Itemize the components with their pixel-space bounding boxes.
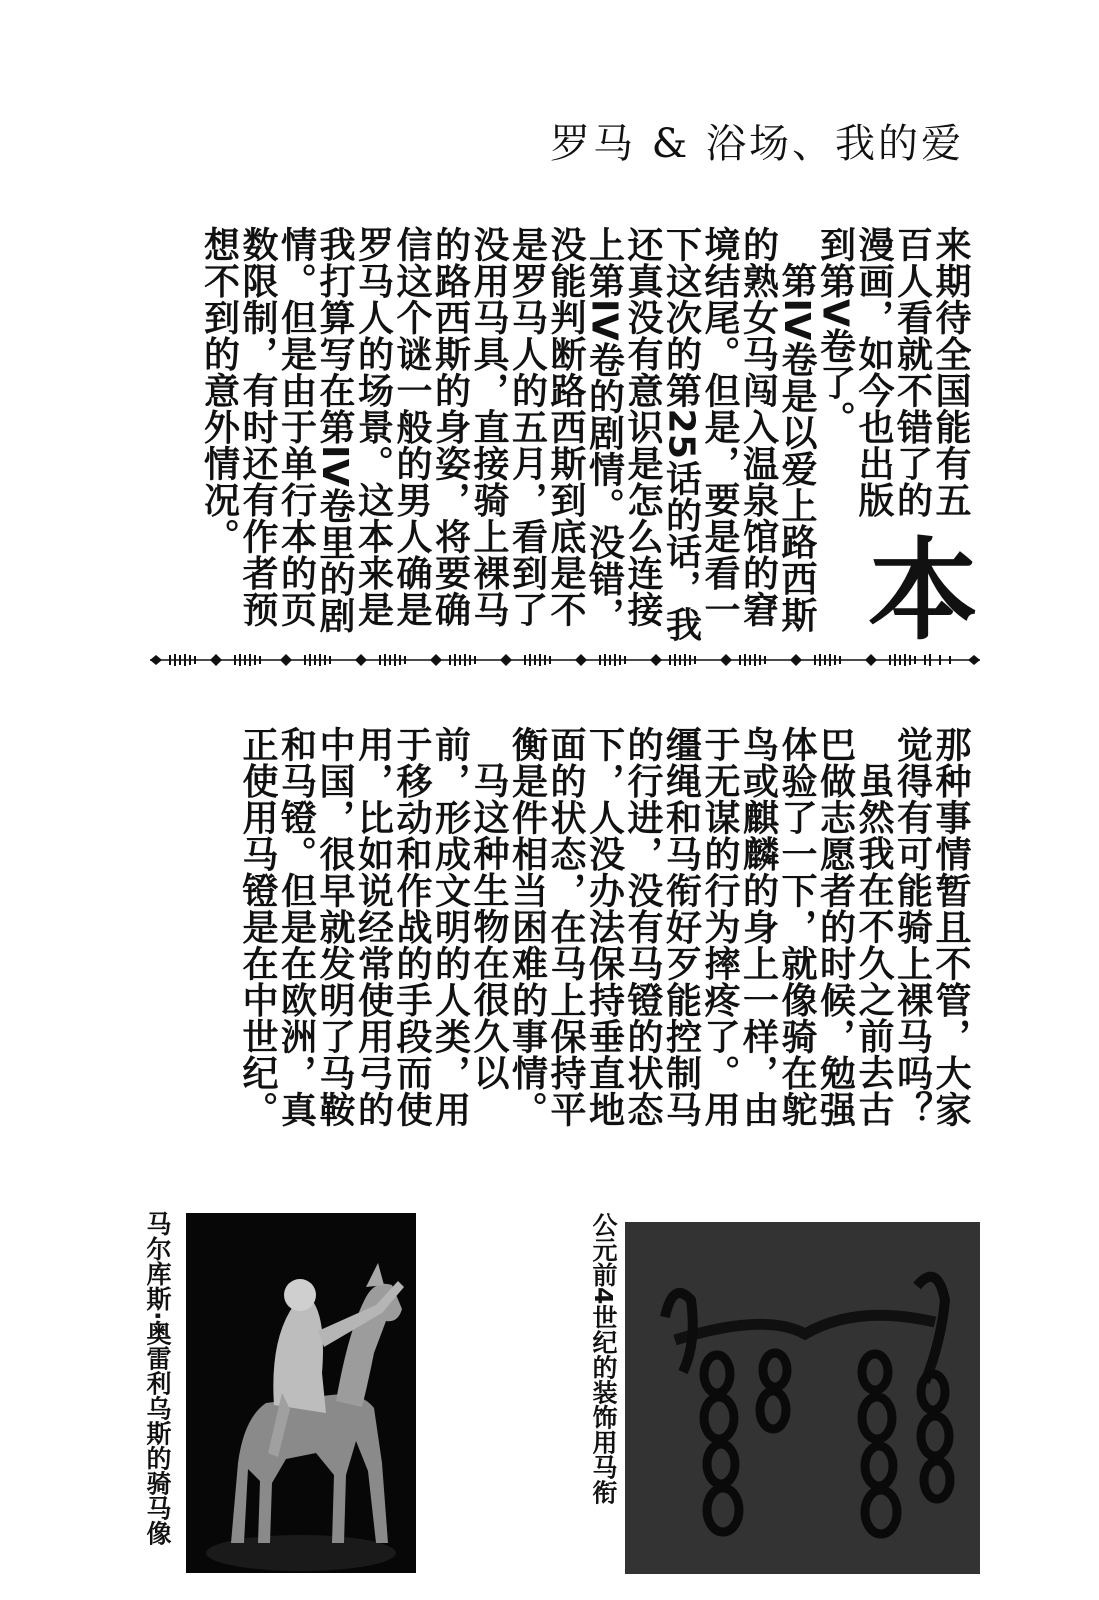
paragraph-3: 那种事情暂且不管，大家觉得有可能骑上裸马吗？ [891, 726, 971, 1128]
dropcap-character: 本 [850, 531, 978, 643]
paragraph-2: 第IV卷是以爱上路西斯的熟女马闯入温泉馆的窘境结尾。但是，要是看一下这次的第25话的话，我还真没有意识是怎么连接上第IV卷的剧情。没错，没能判断路西斯到底是不是罗马人的五月，看到了没用马具，直接骑上裸马的路西斯的身姿，将要确信这个谜一般的男人确是罗马人的场景。这本来是我打算写在第IV卷里的剧情。但是由于单行本的页数限制，有时还有作者预想不到的意外情况。 [198, 226, 817, 643]
paragraph-5: 马这种生物在很久以前，形成文明的人类，用于移动和作战的手段而使用，比如说经常使用弓的中国，很早就发明了马鞍和马镫。但是在欧洲，真正使用马镫是在中世纪。 [237, 726, 509, 1128]
essay-section-1 [159, 226, 978, 646]
page-title: 罗马 & 浴场、我的爱 [549, 121, 964, 167]
equestrian-statue-photo [186, 1213, 416, 1573]
bit-caption: 公元前4世纪的装饰用马衔 [589, 1212, 618, 1505]
paragraph-1: 来期待全国能有五百人看就不错了的漫画，如今也出版到第V卷了。 [814, 226, 971, 518]
essay-section-2 [159, 726, 969, 1146]
paragraph-4: 虽然我在不久之前去古巴做志愿者的时候，勉强体验了一下，就像骑在鸵鸟或麒麟的身上一样，由于无谋的行为摔疼了。用缰绳和马衔好歹能控制马的行进，没有马镫的状态下，人没办法保持垂直地面的状态，在马上保持平衡是件相当困难的事情。 [506, 726, 894, 1128]
ornamental-divider [150, 650, 980, 670]
statue-caption: 马尔库斯·奥雷利乌斯的骑马像 [143, 1211, 172, 1546]
decorative-horse-bit-photo [625, 1222, 980, 1574]
